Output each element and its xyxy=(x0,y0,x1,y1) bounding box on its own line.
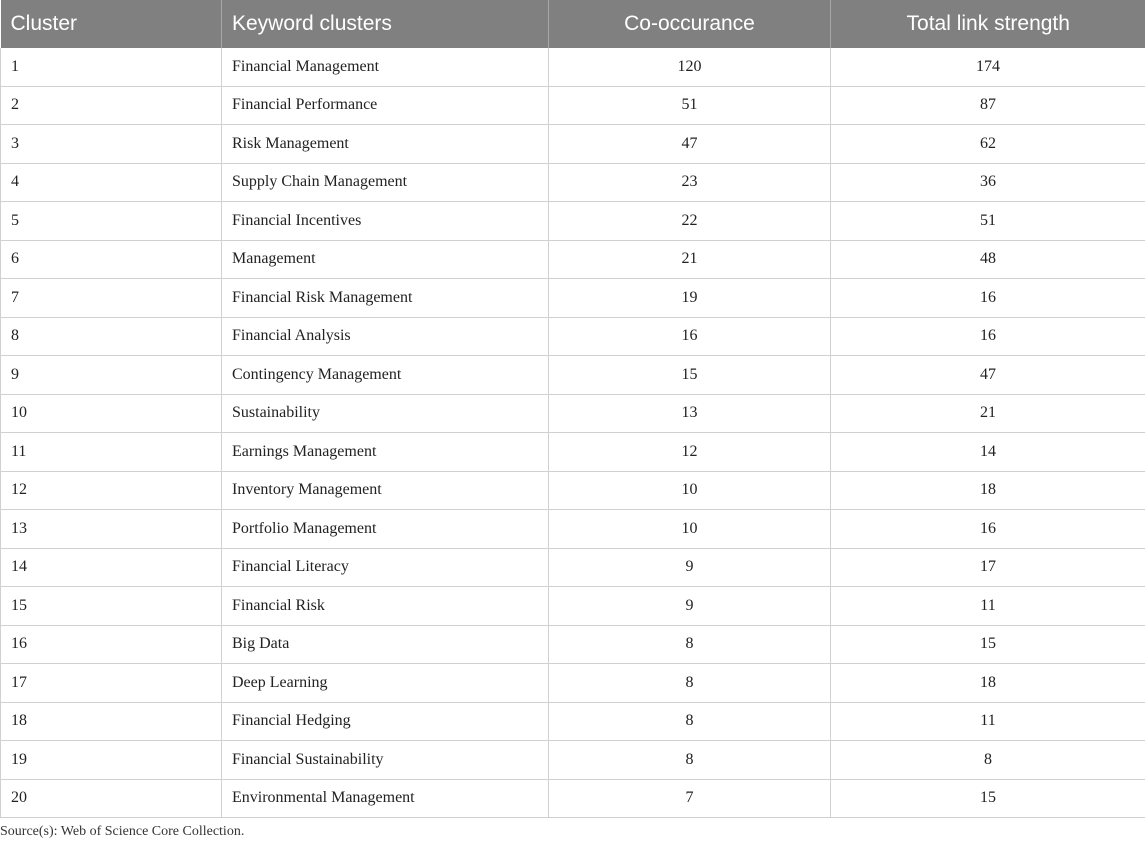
cell-keyword: Financial Analysis xyxy=(222,317,549,356)
cell-keyword: Contingency Management xyxy=(222,356,549,395)
table-row xyxy=(1,125,1145,164)
cell-cluster: 8 xyxy=(1,317,222,356)
cell-co-occurance: 47 xyxy=(549,125,831,164)
cell-keyword: Deep Learning xyxy=(222,664,549,703)
cell-keyword: Risk Management xyxy=(222,125,549,164)
cell-link-strength: 11 xyxy=(831,702,1145,741)
cell-co-occurance: 10 xyxy=(549,510,831,549)
cell-cluster: 12 xyxy=(1,471,222,510)
cell-cluster: 19 xyxy=(1,741,222,780)
cell-cluster: 15 xyxy=(1,587,222,626)
cell-cluster: 4 xyxy=(1,163,222,202)
cell-link-strength: 16 xyxy=(831,279,1145,318)
table-row xyxy=(1,587,1145,626)
table-row xyxy=(1,433,1145,472)
cell-keyword: Financial Sustainability xyxy=(222,741,549,780)
cell-link-strength: 51 xyxy=(831,202,1145,241)
cell-link-strength: 18 xyxy=(831,664,1145,703)
table-row xyxy=(1,625,1145,664)
cell-cluster: 18 xyxy=(1,702,222,741)
table-row xyxy=(1,240,1145,279)
cell-cluster: 17 xyxy=(1,664,222,703)
cell-keyword: Management xyxy=(222,240,549,279)
cell-link-strength: 15 xyxy=(831,779,1145,818)
cell-link-strength: 47 xyxy=(831,356,1145,395)
cell-cluster: 7 xyxy=(1,279,222,318)
cell-link-strength: 16 xyxy=(831,510,1145,549)
header-keyword-clusters: Keyword clusters xyxy=(222,0,549,48)
cell-keyword: Portfolio Management xyxy=(222,510,549,549)
cell-cluster: 2 xyxy=(1,86,222,125)
table-row xyxy=(1,548,1145,587)
cell-link-strength: 62 xyxy=(831,125,1145,164)
cell-link-strength: 17 xyxy=(831,548,1145,587)
cell-keyword: Supply Chain Management xyxy=(222,163,549,202)
cell-co-occurance: 7 xyxy=(549,779,831,818)
cell-keyword: Big Data xyxy=(222,625,549,664)
cell-co-occurance: 8 xyxy=(549,664,831,703)
cell-co-occurance: 9 xyxy=(549,548,831,587)
table-row xyxy=(1,317,1145,356)
cell-cluster: 9 xyxy=(1,356,222,395)
cell-cluster: 5 xyxy=(1,202,222,241)
table-row xyxy=(1,48,1145,86)
source-note: Source(s): Web of Science Core Collection. xyxy=(0,824,245,839)
cell-co-occurance: 120 xyxy=(549,48,831,86)
cell-co-occurance: 19 xyxy=(549,279,831,318)
header-total-link-strength: Total link strength xyxy=(831,0,1145,48)
cell-cluster: 14 xyxy=(1,548,222,587)
table-row xyxy=(1,356,1145,395)
cell-keyword: Financial Risk xyxy=(222,587,549,626)
cell-link-strength: 174 xyxy=(831,48,1145,86)
cell-keyword: Environmental Management xyxy=(222,779,549,818)
table-row xyxy=(1,163,1145,202)
cell-co-occurance: 8 xyxy=(549,625,831,664)
cell-keyword: Financial Management xyxy=(222,48,549,86)
cell-cluster: 16 xyxy=(1,625,222,664)
table-row xyxy=(1,741,1145,780)
cell-link-strength: 36 xyxy=(831,163,1145,202)
header-co-occurance: Co-occurance xyxy=(549,0,831,48)
cell-co-occurance: 12 xyxy=(549,433,831,472)
cell-co-occurance: 13 xyxy=(549,394,831,433)
cell-co-occurance: 16 xyxy=(549,317,831,356)
table-row xyxy=(1,394,1145,433)
cell-link-strength: 16 xyxy=(831,317,1145,356)
cell-link-strength: 14 xyxy=(831,433,1145,472)
table-row xyxy=(1,471,1145,510)
cell-keyword: Earnings Management xyxy=(222,433,549,472)
cell-keyword: Financial Risk Management xyxy=(222,279,549,318)
cell-cluster: 1 xyxy=(1,48,222,86)
cell-keyword: Financial Performance xyxy=(222,86,549,125)
cell-link-strength: 48 xyxy=(831,240,1145,279)
cell-co-occurance: 23 xyxy=(549,163,831,202)
cell-co-occurance: 9 xyxy=(549,587,831,626)
cell-cluster: 11 xyxy=(1,433,222,472)
table-header xyxy=(1,0,1145,48)
cell-co-occurance: 8 xyxy=(549,702,831,741)
table-row xyxy=(1,779,1145,818)
table-row xyxy=(1,279,1145,318)
table-row xyxy=(1,202,1145,241)
table-body xyxy=(1,48,1145,818)
table-row xyxy=(1,86,1145,125)
cell-cluster: 6 xyxy=(1,240,222,279)
cell-cluster: 20 xyxy=(1,779,222,818)
header-row xyxy=(1,0,1145,48)
table-row xyxy=(1,510,1145,549)
cell-co-occurance: 51 xyxy=(549,86,831,125)
cell-link-strength: 11 xyxy=(831,587,1145,626)
table-row xyxy=(1,702,1145,741)
cell-co-occurance: 21 xyxy=(549,240,831,279)
cell-link-strength: 87 xyxy=(831,86,1145,125)
cell-link-strength: 21 xyxy=(831,394,1145,433)
cell-cluster: 13 xyxy=(1,510,222,549)
cell-co-occurance: 8 xyxy=(549,741,831,780)
cell-keyword: Financial Incentives xyxy=(222,202,549,241)
header-cluster: Cluster xyxy=(1,0,222,48)
cell-keyword: Financial Hedging xyxy=(222,702,549,741)
table-row xyxy=(1,664,1145,703)
cell-keyword: Sustainability xyxy=(222,394,549,433)
cell-keyword: Inventory Management xyxy=(222,471,549,510)
cell-link-strength: 18 xyxy=(831,471,1145,510)
cell-link-strength: 15 xyxy=(831,625,1145,664)
cell-cluster: 3 xyxy=(1,125,222,164)
cell-link-strength: 8 xyxy=(831,741,1145,780)
cell-cluster: 10 xyxy=(1,394,222,433)
cell-co-occurance: 15 xyxy=(549,356,831,395)
cell-co-occurance: 22 xyxy=(549,202,831,241)
cell-keyword: Financial Literacy xyxy=(222,548,549,587)
cell-co-occurance: 10 xyxy=(549,471,831,510)
